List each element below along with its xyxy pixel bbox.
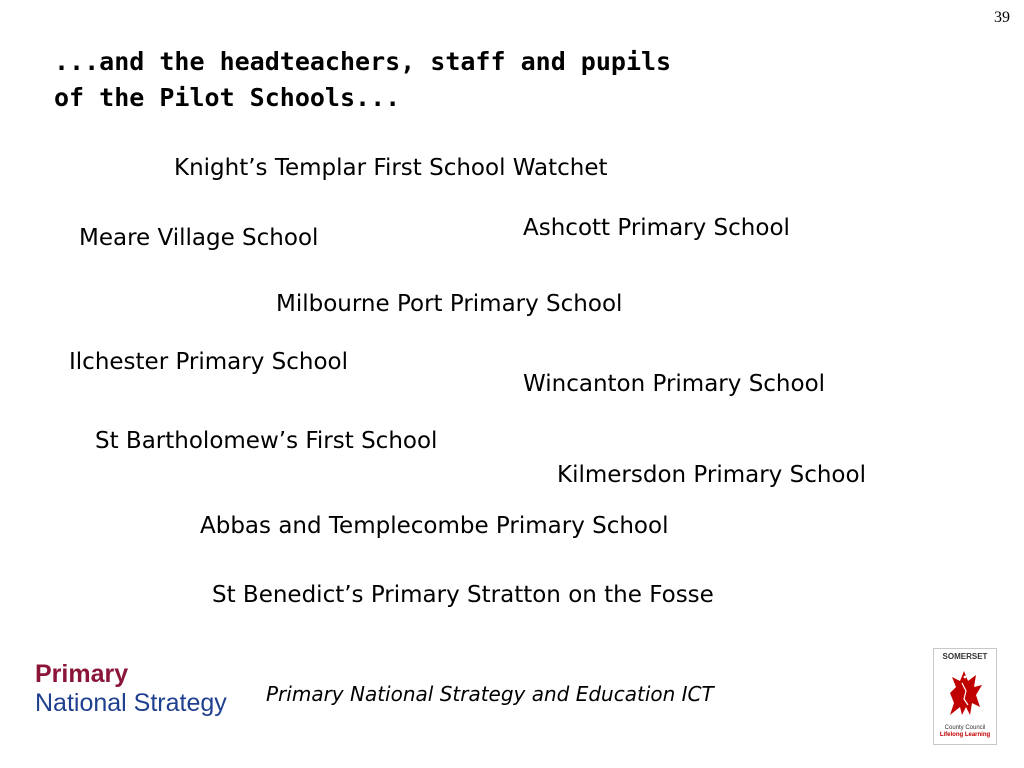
somerset-county-council-logo — [933, 648, 997, 745]
lifelong-learning-label: Lifelong Learning — [939, 732, 991, 738]
county-council-label: County Council — [944, 725, 986, 731]
school-name: Ashcott Primary School — [523, 215, 790, 241]
school-name: St Bartholomew’s First School — [95, 428, 438, 454]
somerset-logo-subtitle — [934, 725, 996, 739]
footer-text: Primary National Strategy and Education ICT — [266, 682, 714, 706]
school-name: Ilchester Primary School — [69, 349, 349, 375]
title-line-1: ...and the headteachers, staff and pupils — [54, 47, 672, 76]
school-name: Kilmersdon Primary School — [557, 462, 866, 488]
school-name: Knight’s Templar First School Watchet — [174, 155, 608, 181]
primary-national-strategy-logo — [35, 662, 227, 716]
title-line-2: of the Pilot Schools... — [54, 83, 401, 112]
school-name: Meare Village School — [79, 225, 319, 251]
somerset-logo-title: SOMERSET — [942, 652, 988, 661]
slide-title — [54, 44, 671, 116]
school-name: Milbourne Port Primary School — [276, 291, 623, 317]
school-name: St Benedict’s Primary Stratton on the Fosse — [212, 582, 714, 608]
school-name: Abbas and Templecombe Primary School — [200, 513, 669, 539]
slide-number: 39 — [994, 9, 1010, 26]
logo-line-national-strategy: National Strategy — [35, 689, 227, 717]
logo-line-primary: Primary — [35, 660, 129, 688]
wyvern-dragon-icon — [940, 663, 990, 723]
school-name: Wincanton Primary School — [523, 371, 826, 397]
